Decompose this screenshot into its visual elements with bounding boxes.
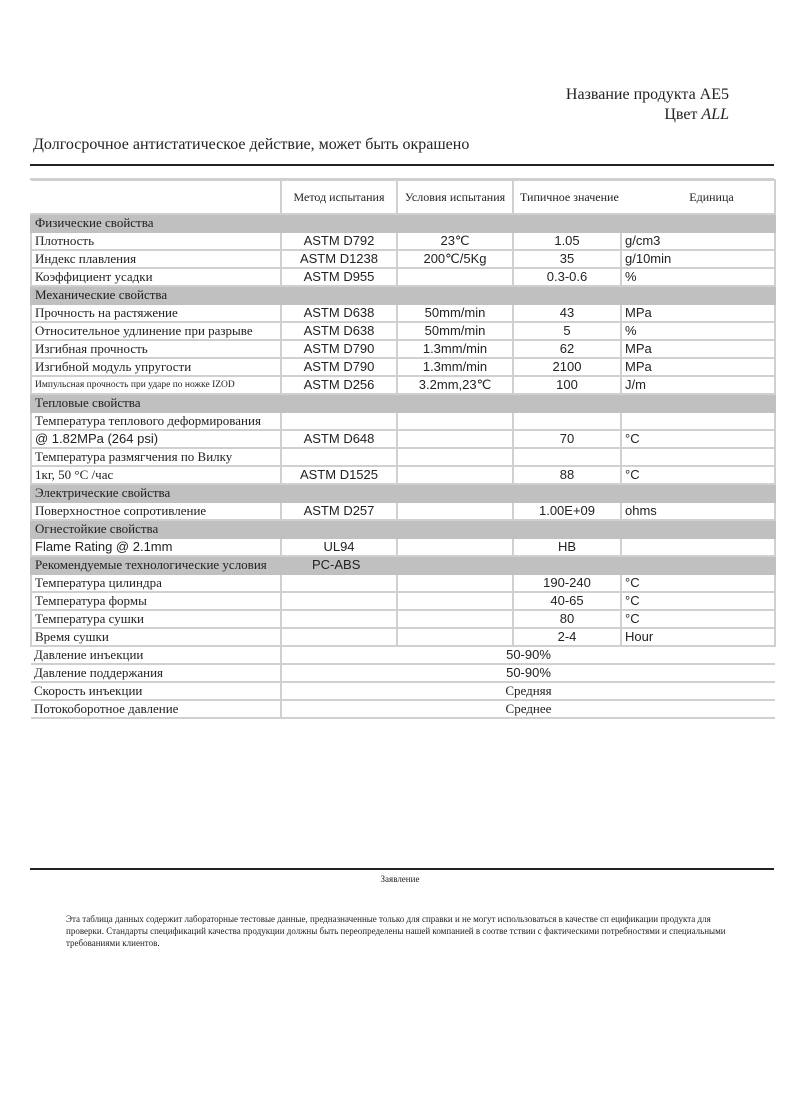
row-label: Изгибная прочность	[31, 340, 281, 358]
row-method: ASTM D792	[281, 232, 397, 250]
row-value: 100	[513, 376, 621, 394]
row-conditions	[397, 538, 513, 556]
row-value: 43	[513, 304, 621, 322]
table-row	[31, 538, 775, 556]
row-label: Скорость инъекции	[31, 682, 281, 700]
table-row	[31, 664, 775, 682]
row-unit: °C	[621, 574, 775, 592]
section-row	[31, 394, 775, 412]
table-row	[31, 610, 775, 628]
row-value: 40-65	[513, 592, 621, 610]
row-value: 2-4	[513, 628, 621, 646]
row-value: 190-240	[513, 574, 621, 592]
row-label: Поверхностное сопротивление	[31, 502, 281, 520]
section-thermal: Тепловые свойства	[31, 394, 775, 412]
row-unit: MPa	[621, 304, 775, 322]
section-flame: Огнестойкие свойства	[31, 520, 775, 538]
table-row	[31, 250, 775, 268]
section-mechanical: Механические свойства	[31, 286, 775, 304]
row-label: Прочность на растяжение	[31, 304, 281, 322]
header-method: Метод испытания	[281, 180, 397, 214]
table-row	[31, 466, 775, 484]
table-row	[31, 700, 775, 718]
row-method: ASTM D257	[281, 502, 397, 520]
table-row	[31, 412, 775, 430]
row-conditions: 23℃	[397, 232, 513, 250]
product-name	[566, 86, 729, 104]
section-row	[31, 556, 775, 574]
row-value: 50-90%	[281, 664, 775, 682]
row-unit: °C	[621, 430, 775, 448]
row-value: 0.3-0.6	[513, 268, 621, 286]
section-electrical: Электрические свойства	[31, 484, 775, 502]
table-row	[31, 448, 775, 466]
row-unit	[621, 538, 775, 556]
row-label: Давление поддержания	[31, 664, 281, 682]
product-description: Долгосрочное антистатическое действие, может быть окрашено	[33, 136, 470, 153]
table-row	[31, 358, 775, 376]
row-value: 70	[513, 430, 621, 448]
row-label: Flame Rating @ 2.1mm	[31, 538, 281, 556]
header-conditions: Условия испытания	[397, 180, 513, 214]
row-unit: %	[621, 268, 775, 286]
table-row	[31, 232, 775, 250]
statement-divider	[30, 868, 774, 870]
section-row	[31, 286, 775, 304]
row-conditions: 50mm/min	[397, 322, 513, 340]
row-method: ASTM D1238	[281, 250, 397, 268]
row-method: ASTM D638	[281, 304, 397, 322]
row-label: Относительное удлинение при разрыве	[31, 322, 281, 340]
product-name-value: AE5	[699, 86, 729, 103]
section-row	[31, 214, 775, 232]
row-conditions	[397, 466, 513, 484]
product-color-label: Цвет	[664, 106, 698, 123]
row-label: Плотность	[31, 232, 281, 250]
row-value: 35	[513, 250, 621, 268]
row-unit: g/10min	[621, 250, 775, 268]
table-row	[31, 322, 775, 340]
row-label: Давление инъекции	[31, 646, 281, 664]
section-row	[31, 484, 775, 502]
table-row	[31, 502, 775, 520]
row-conditions: 1.3mm/min	[397, 340, 513, 358]
row-value: 1.05	[513, 232, 621, 250]
row-label: Потокоборотное давление	[31, 700, 281, 718]
header-label	[31, 180, 281, 214]
row-unit: %	[621, 322, 775, 340]
section-processing-material: PC-ABS	[281, 556, 397, 574]
row-label: Температура теплового деформирования	[31, 412, 281, 430]
row-conditions: 50mm/min	[397, 304, 513, 322]
row-label: Температура формы	[31, 592, 281, 610]
table-row	[31, 268, 775, 286]
row-method: ASTM D790	[281, 340, 397, 358]
row-conditions	[397, 268, 513, 286]
row-value: HB	[513, 538, 621, 556]
row-method: ASTM D648	[281, 430, 397, 448]
row-conditions: 1.3mm/min	[397, 358, 513, 376]
row-unit: MPa	[621, 358, 775, 376]
row-method: UL94	[281, 538, 397, 556]
section-physical: Физические свойства	[31, 214, 775, 232]
row-value: 2100	[513, 358, 621, 376]
row-unit: °C	[621, 466, 775, 484]
row-unit: MPa	[621, 340, 775, 358]
section-row	[31, 520, 775, 538]
product-color-value: ALL	[701, 106, 729, 123]
table-row	[31, 304, 775, 322]
row-label: 1кг, 50 °C /час	[31, 466, 281, 484]
row-label: Температура размягчения по Вилку	[31, 448, 281, 466]
table-row	[31, 592, 775, 610]
row-label: Коэффициент усадки	[31, 268, 281, 286]
row-unit: Hour	[621, 628, 775, 646]
row-label: Температура цилиндра	[31, 574, 281, 592]
row-method: ASTM D256	[281, 376, 397, 394]
table-row	[31, 682, 775, 700]
table-row	[31, 376, 775, 394]
table-header-row	[31, 180, 775, 214]
row-value: 5	[513, 322, 621, 340]
row-unit: J/m	[621, 376, 775, 394]
row-value: 80	[513, 610, 621, 628]
row-conditions: 3.2mm,23℃	[397, 376, 513, 394]
statement-body: Эта таблица данных содержит лабораторные тестовые данные, предназначенные только для справки и не могут использоваться в качестве сп ецификации продукта для проверки. Стандарты спецификаций качества продукции должны быть переопределены нашей компанией в соотве тствии с фактическими потребностями и специальными требованиями клиентов.	[66, 914, 726, 948]
section-processing: Рекомендуемые технологические условия	[31, 556, 281, 574]
header-divider	[30, 164, 774, 166]
row-value: 1.00E+09	[513, 502, 621, 520]
row-label: Температура сушки	[31, 610, 281, 628]
row-conditions: 200℃/5Kg	[397, 250, 513, 268]
row-value: Средняя	[281, 682, 775, 700]
row-conditions	[397, 502, 513, 520]
row-value: 88	[513, 466, 621, 484]
row-method: ASTM D638	[281, 322, 397, 340]
row-unit: °C	[621, 592, 775, 610]
row-value: 50-90%	[281, 646, 775, 664]
row-method: ASTM D790	[281, 358, 397, 376]
row-label: Индекс плавления	[31, 250, 281, 268]
row-label: Изгибной модуль упругости	[31, 358, 281, 376]
properties-table	[30, 179, 776, 719]
header-unit: Единица	[621, 180, 775, 214]
header-value: Типичное значение	[513, 180, 621, 214]
row-value: 62	[513, 340, 621, 358]
product-name-label: Название продукта	[565, 86, 696, 103]
row-label: @ 1.82MPa (264 psi)	[31, 430, 281, 448]
row-unit: ohms	[621, 502, 775, 520]
table-row	[31, 340, 775, 358]
table-row	[31, 574, 775, 592]
table-row	[31, 628, 775, 646]
row-label: Время сушки	[31, 628, 281, 646]
statement-title: Заявление	[380, 874, 420, 884]
product-color	[664, 106, 729, 124]
row-conditions	[397, 430, 513, 448]
row-unit: °C	[621, 610, 775, 628]
row-method: ASTM D955	[281, 268, 397, 286]
table-row	[31, 430, 775, 448]
table-row	[31, 646, 775, 664]
row-method: ASTM D1525	[281, 466, 397, 484]
row-unit: g/cm3	[621, 232, 775, 250]
row-label: Импульсная прочность при ударе по ножке IZOD	[31, 376, 281, 394]
row-value: Среднее	[281, 700, 775, 718]
